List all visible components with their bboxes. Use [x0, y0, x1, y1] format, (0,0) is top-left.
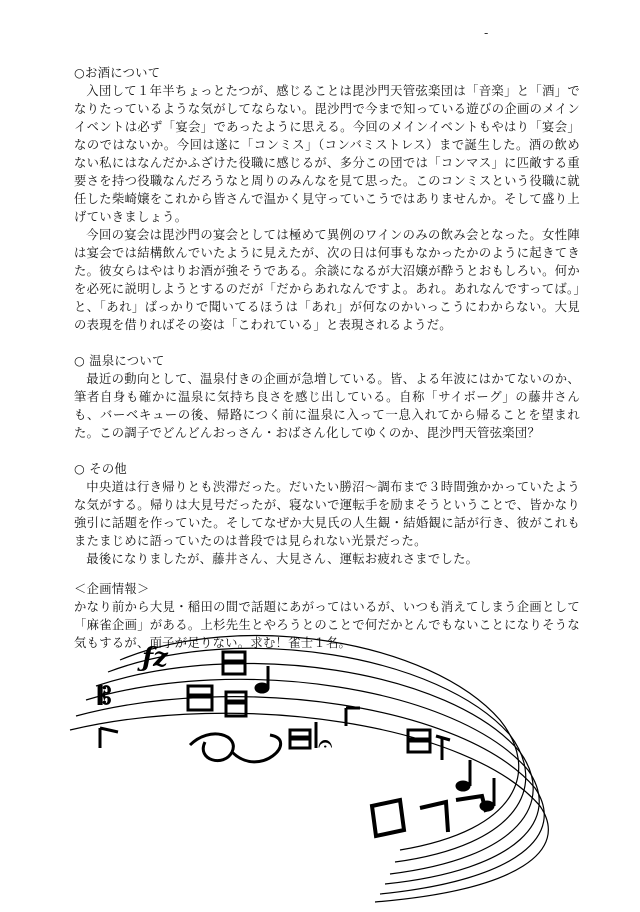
section-heading-plan: ＜企画情報＞ — [74, 582, 150, 596]
note-group-2 — [188, 686, 360, 726]
sake-paragraph-1: 入団して１年半ちょっとたつが、感じることは毘沙門天管弦楽団は「音楽」と「酒」でなりたっているような気がしてならない。毘沙門で今まで知っている遊びの企画のメインイベントは必ず「宴会」であったように思える。今回のメインイベントもやはり「宴会」なのではないか。今回は遂に「コンミス」（コンバミストレス）まで誕生した。酒の飲めない私にはなんだかふざけた役職に感じるが、多分この団では「コンマス」に匹敵する重要さを持つ役職なんだろうなと周りのみんなを見て思った。このコンミスという役職に就任した柴崎嬢をこれから皆さんで温かく見守っていこうではありませんか。そして盛り上げていきましょう。 — [74, 84, 580, 224]
plan-paragraph: かなり前から大見・稲田の間で話題にあがってはいるが、いつも消えてしまう企画として「麻雀企画」がある。上杉先生とやろうとのことで何だかとんでもないことになりそうな気もするが、面子が足りない。求む！雀士１名。 — [74, 600, 580, 650]
alto-clef-symbol: 𝄡 — [98, 681, 112, 710]
corner-mark: - — [484, 26, 489, 40]
staff-lines — [70, 636, 548, 902]
other-paragraph-1: 中央道は行き帰りとも渋滞だった。だいたい勝沼～調布まで３時間強かかっていたような気がする。帰りは大見号だったが、寝ないで運転手を励まそうということで、皆かなり強引に話題を作っていた。そしてなぜか大見氏の人生観・結婚観に話が行き、彼がこれもまたまじめに語っていたのは普段では見られない光景だった。 — [74, 480, 580, 548]
section-heading-sake: ○お酒について — [74, 66, 161, 80]
other-paragraph-2: 最後になりましたが、藤井さん、大見さん、運転お疲れさまでした。 — [86, 552, 479, 566]
fermata-symbol: 𝄐 — [318, 729, 333, 759]
onsen-paragraph: 最近の動向として、温泉付きの企画が急増している。皆、よる年波にはかてないのか、筆者自身も確かに温泉に気持ち良さを感じ出している。自称「サイボーグ」の藤井さんも、バーベキューの後、帰路につく前に温泉に入って一息入れてから帰ることを望まれた。この調子でどんどんおっさん・おばさん化してゆくのか、毘沙門天管弦楽団？ — [74, 372, 580, 440]
staff-bold-curves — [190, 734, 281, 762]
sake-paragraph-2: 今回の宴会は毘沙門の宴会としては極めて異例のワインのみの飲み会となった。女性陣は宴会では結構飲んでいたように見えたが、次の日は何事もなかったかのように起きてきた。彼女らはやはりお酒が強そうである。余談になるが大沼嬢が酔うとおもしろい。何かを必死に説明しようとするのだが「だからあれなんですよ。あれ。あれなんですってば。」と、「あれ」ばっかりで聞いてるほうは「あれ」が何なのかいっこうにわからない。大見の表現を借りればその姿は「こわれている」と表現されるようだ。 — [74, 228, 580, 332]
section-heading-other: ○ その他 — [74, 462, 128, 476]
note-group-1 — [223, 652, 269, 693]
section-heading-onsen: ○ 温泉について — [74, 354, 165, 368]
forte-symbol: ƒz — [142, 643, 168, 673]
